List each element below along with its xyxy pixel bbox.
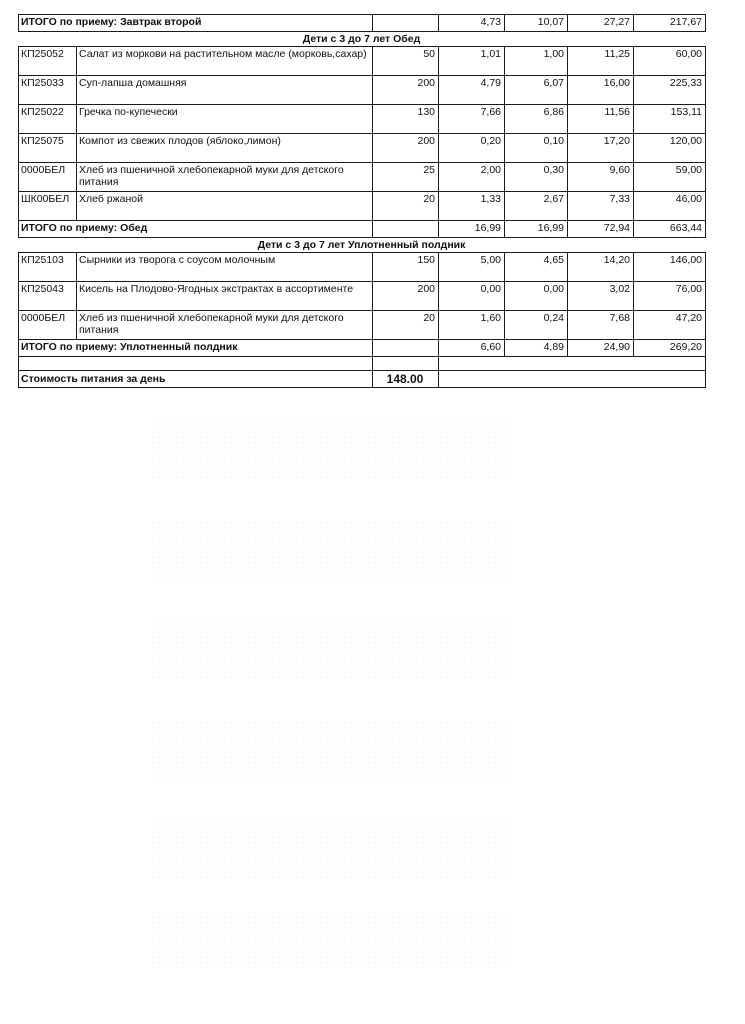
total-portion <box>373 15 439 32</box>
dish-name: Кисель на Плодово-Ягодных экстрактах в ассортименте <box>77 282 373 311</box>
dish-portion: 200 <box>373 282 439 311</box>
total-fats: 16,99 <box>505 221 568 238</box>
menu-sheet <box>18 14 705 388</box>
dish-code: КП25033 <box>19 76 77 105</box>
total-label: ИТОГО по приему: Обед <box>19 221 373 238</box>
dish-proteins: 5,00 <box>439 253 505 282</box>
dish-proteins: 4,79 <box>439 76 505 105</box>
total-row <box>19 15 706 32</box>
dish-code: КП25052 <box>19 47 77 76</box>
total-portion <box>373 221 439 238</box>
dish-portion: 20 <box>373 192 439 221</box>
spacer-row <box>19 357 706 371</box>
total-carbs: 24,90 <box>568 340 634 357</box>
dish-row <box>19 253 706 282</box>
dish-fats: 6,86 <box>505 105 568 134</box>
dish-energy: 47,20 <box>634 311 706 340</box>
dish-energy: 153,11 <box>634 105 706 134</box>
section-title: Дети с 3 до 7 лет Обед <box>19 32 706 47</box>
dish-name: Суп-лапша домашняя <box>77 76 373 105</box>
daily-cost-label: Стоимость питания за день <box>19 371 373 388</box>
dish-portion: 25 <box>373 163 439 192</box>
dish-fats: 2,67 <box>505 192 568 221</box>
menu-table-body <box>19 15 706 388</box>
dish-portion: 200 <box>373 134 439 163</box>
section-header-row <box>19 32 706 47</box>
dish-code: КП25022 <box>19 105 77 134</box>
spacer-cell <box>439 357 706 371</box>
dish-carbs: 7,68 <box>568 311 634 340</box>
dish-row <box>19 163 706 192</box>
dish-proteins: 2,00 <box>439 163 505 192</box>
dish-code: 0000БЕЛ <box>19 163 77 192</box>
daily-cost-row <box>19 371 706 388</box>
dish-fats: 0,00 <box>505 282 568 311</box>
total-energy: 663,44 <box>634 221 706 238</box>
dish-proteins: 0,00 <box>439 282 505 311</box>
scan-noise <box>150 720 510 780</box>
total-label: ИТОГО по приему: Завтрак второй <box>19 15 373 32</box>
dish-portion: 50 <box>373 47 439 76</box>
dish-energy: 146,00 <box>634 253 706 282</box>
dish-carbs: 7,33 <box>568 192 634 221</box>
dish-carbs: 14,20 <box>568 253 634 282</box>
dish-energy: 120,00 <box>634 134 706 163</box>
dish-name: Салат из моркови на растительном масле (морковь,сахар) <box>77 47 373 76</box>
dish-carbs: 11,56 <box>568 105 634 134</box>
spacer-cell <box>373 357 439 371</box>
dish-fats: 1,00 <box>505 47 568 76</box>
dish-carbs: 3,02 <box>568 282 634 311</box>
total-proteins: 16,99 <box>439 221 505 238</box>
dish-portion: 200 <box>373 76 439 105</box>
total-portion <box>373 340 439 357</box>
dish-fats: 0,10 <box>505 134 568 163</box>
total-carbs: 27,27 <box>568 15 634 32</box>
total-fats: 4,89 <box>505 340 568 357</box>
total-proteins: 6,60 <box>439 340 505 357</box>
dish-row <box>19 105 706 134</box>
total-energy: 217,67 <box>634 15 706 32</box>
dish-row <box>19 134 706 163</box>
scan-noise <box>150 620 510 680</box>
dish-carbs: 16,00 <box>568 76 634 105</box>
dish-code: КП25103 <box>19 253 77 282</box>
section-title: Дети с 3 до 7 лет Уплотненный полдник <box>19 238 706 253</box>
dish-carbs: 9,60 <box>568 163 634 192</box>
dish-fats: 0,30 <box>505 163 568 192</box>
dish-carbs: 17,20 <box>568 134 634 163</box>
dish-proteins: 7,66 <box>439 105 505 134</box>
dish-code: КП25075 <box>19 134 77 163</box>
scan-noise <box>150 420 510 480</box>
scan-noise <box>150 910 510 970</box>
dish-proteins: 1,60 <box>439 311 505 340</box>
scan-noise <box>150 820 510 880</box>
dish-fats: 6,07 <box>505 76 568 105</box>
dish-proteins: 1,33 <box>439 192 505 221</box>
scan-noise <box>150 520 510 580</box>
section-header-row <box>19 238 706 253</box>
dish-energy: 225,33 <box>634 76 706 105</box>
dish-name: Хлеб из пшеничной хлебопекарной муки для детского питания <box>77 163 373 192</box>
dish-name: Компот из свежих плодов (яблоко,лимон) <box>77 134 373 163</box>
total-row <box>19 340 706 357</box>
total-proteins: 4,73 <box>439 15 505 32</box>
total-label: ИТОГО по приему: Уплотненный полдник <box>19 340 373 357</box>
total-energy: 269,20 <box>634 340 706 357</box>
dish-fats: 4,65 <box>505 253 568 282</box>
dish-name: Хлеб ржаной <box>77 192 373 221</box>
dish-row <box>19 282 706 311</box>
total-carbs: 72,94 <box>568 221 634 238</box>
dish-portion: 130 <box>373 105 439 134</box>
dish-name: Гречка по-купечески <box>77 105 373 134</box>
dish-row <box>19 47 706 76</box>
spacer-cell <box>19 357 373 371</box>
daily-cost-value: 148.00 <box>373 371 439 388</box>
dish-row <box>19 192 706 221</box>
dish-carbs: 11,25 <box>568 47 634 76</box>
dish-energy: 60,00 <box>634 47 706 76</box>
dish-name: Хлеб из пшеничной хлебопекарной муки для детского питания <box>77 311 373 340</box>
dish-row <box>19 311 706 340</box>
dish-energy: 59,00 <box>634 163 706 192</box>
dish-energy: 76,00 <box>634 282 706 311</box>
dish-portion: 20 <box>373 311 439 340</box>
daily-cost-empty <box>439 371 706 388</box>
dish-code: КП25043 <box>19 282 77 311</box>
dish-energy: 46,00 <box>634 192 706 221</box>
dish-code: 0000БЕЛ <box>19 311 77 340</box>
dish-row <box>19 76 706 105</box>
dish-name: Сырники из творога с соусом молочным <box>77 253 373 282</box>
total-row <box>19 221 706 238</box>
dish-fats: 0,24 <box>505 311 568 340</box>
dish-proteins: 1,01 <box>439 47 505 76</box>
dish-code: ШК00БЕЛ <box>19 192 77 221</box>
dish-proteins: 0,20 <box>439 134 505 163</box>
total-fats: 10,07 <box>505 15 568 32</box>
dish-portion: 150 <box>373 253 439 282</box>
menu-table <box>18 14 706 388</box>
